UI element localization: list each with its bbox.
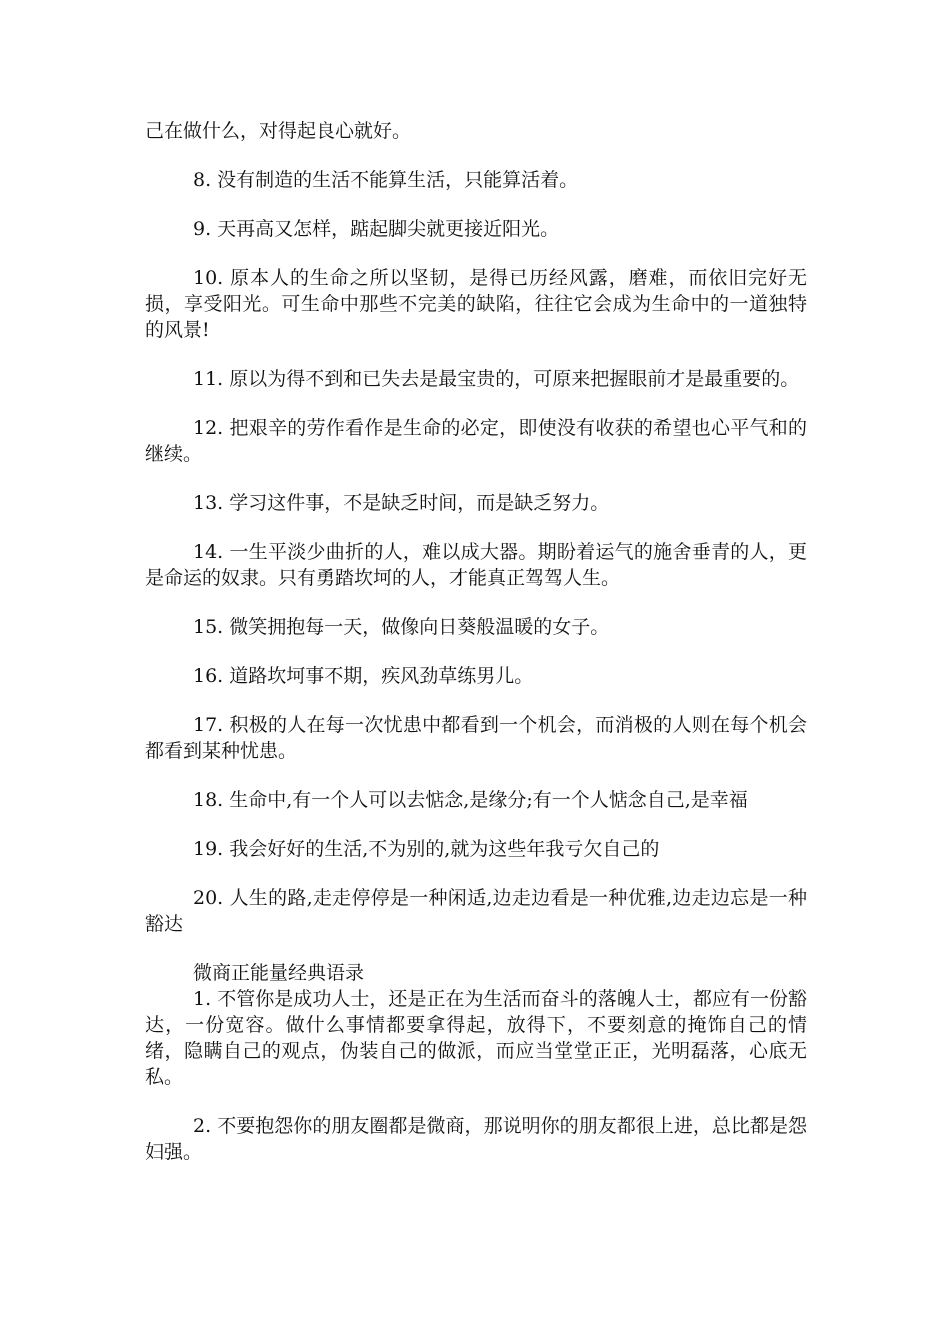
document-page: [145, 118, 807, 1188]
list-item: 12. 把艰辛的劳作看作是生命的必定，即使没有收获的希望也心平气和的继续。: [145, 417, 807, 465]
list-item: 15. 微笑拥抱每一天，做像向日葵般温暖的女子。: [193, 616, 610, 638]
list-item: 17. 积极的人在每一次忧患中都看到一个机会，而消极的人则在每个机会都看到某种忧患。: [145, 714, 807, 762]
list-item: 11. 原以为得不到和已失去是最宝贵的，可原来把握眼前才是最重要的。: [193, 368, 800, 390]
list-item: 9. 天再高又怎样，踮起脚尖就更接近阳光。: [193, 218, 560, 240]
list-item: 18. 生命中,有一个人可以去惦念,是缘分;有一个人惦念自己,是幸福: [193, 789, 748, 811]
list-item: 13. 学习这件事，不是缺乏时间，而是缺乏努力。: [193, 492, 610, 514]
list-item: 16. 道路坎坷事不期，疾风劲草练男儿。: [193, 665, 534, 687]
continuation-paragraph: 己在做什么，对得起良心就好。: [145, 120, 412, 142]
list-item: 8. 没有制造的生活不能算生活，只能算活着。: [193, 169, 579, 191]
list-item: 20. 人生的路,走走停停是一种闲适,边走边看是一种优雅,边走边忘是一种豁达: [145, 887, 807, 935]
list-item: 19. 我会好好的生活,不为别的,就为这些年我亏欠自己的: [193, 838, 660, 860]
list-item: 14. 一生平淡少曲折的人，难以成大器。期盼着运气的施舍垂青的人，更是命运的奴隶。只有勇踏坎坷的人，才能真正驾驾人生。: [145, 541, 807, 589]
section-title: 微商正能量经典语录: [193, 962, 365, 984]
section-list-item: 1. 不管你是成功人士，还是正在为生活而奋斗的落魄人士，都应有一份豁达，一份宽容。做什么事情都要拿得起，放得下，不要刻意的掩饰自己的情绪，隐瞒自己的观点，伪装自己的做派，而应当堂堂正正，光明磊落，心底无私。: [145, 988, 807, 1088]
section-list-item: 2. 不要抱怨你的朋友圈都是微商，那说明你的朋友都很上进，总比都是怨妇强。: [145, 1115, 807, 1163]
list-item: 10. 原本人的生命之所以坚韧，是得已历经风露，磨难，而依旧完好无损，享受阳光。可生命中那些不完美的缺陷，往往它会成为生命中的一道独特的风景!: [145, 267, 807, 341]
